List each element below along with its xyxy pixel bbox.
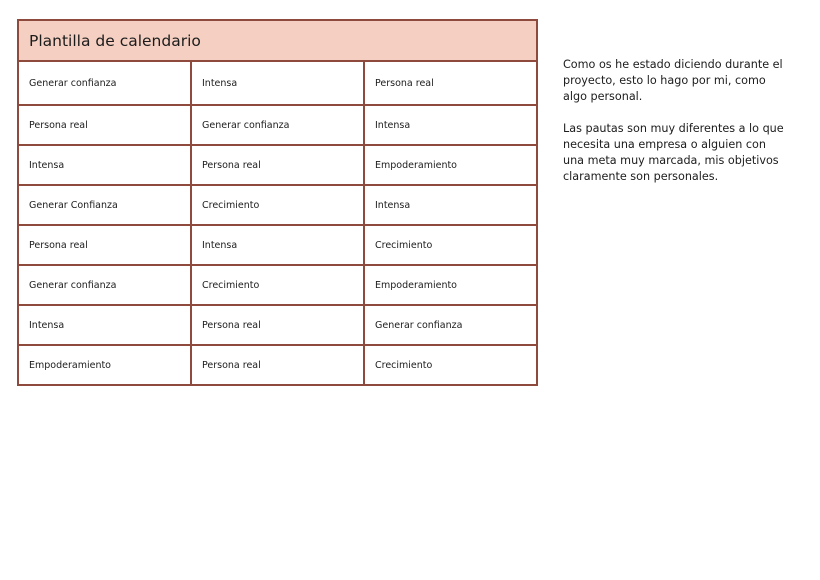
- table-cell: Persona real: [18, 225, 191, 265]
- table-cell: Intensa: [18, 145, 191, 185]
- table-cell: Generar confianza: [364, 305, 537, 345]
- table-cell: Intensa: [18, 305, 191, 345]
- table-cell: Intensa: [191, 225, 364, 265]
- table-row: [18, 305, 537, 345]
- table-title: Plantilla de calendario: [18, 20, 537, 61]
- table-cell: Generar confianza: [18, 265, 191, 305]
- table-header-row: [18, 20, 537, 61]
- table-row: [18, 225, 537, 265]
- note-paragraph: Como os he estado diciendo durante el proyecto, esto lo hago por mi, como algo personal.: [563, 58, 783, 103]
- calendar-table: [17, 19, 538, 386]
- table-cell: Persona real: [191, 145, 364, 185]
- table-cell: Generar Confianza: [18, 185, 191, 225]
- table-cell: Intensa: [191, 61, 364, 105]
- table-cell: Intensa: [364, 185, 537, 225]
- table-row: [18, 105, 537, 145]
- table-cell: Persona real: [191, 305, 364, 345]
- table-cell: Empoderamiento: [364, 265, 537, 305]
- table-cell: Crecimiento: [364, 225, 537, 265]
- table-cell: Generar confianza: [191, 105, 364, 145]
- table-row: [18, 265, 537, 305]
- table-cell: Crecimiento: [364, 345, 537, 385]
- note-paragraph: Las pautas son muy diferentes a lo que necesita una empresa o alguien con una meta muy marcada, mis objetivos claramente son personales.: [563, 122, 784, 183]
- table-cell: Empoderamiento: [364, 145, 537, 185]
- table-cell: Crecimiento: [191, 185, 364, 225]
- table-row: [18, 345, 537, 385]
- table-row: [18, 145, 537, 185]
- table-cell: Crecimiento: [191, 265, 364, 305]
- table-cell: Generar confianza: [18, 61, 191, 105]
- table-cell: Persona real: [18, 105, 191, 145]
- table-cell: Persona real: [191, 345, 364, 385]
- table-row: [18, 61, 537, 105]
- notes-block: [563, 57, 788, 201]
- table-cell: Empoderamiento: [18, 345, 191, 385]
- table-row: [18, 185, 537, 225]
- table-cell: Intensa: [364, 105, 537, 145]
- table-cell: Persona real: [364, 61, 537, 105]
